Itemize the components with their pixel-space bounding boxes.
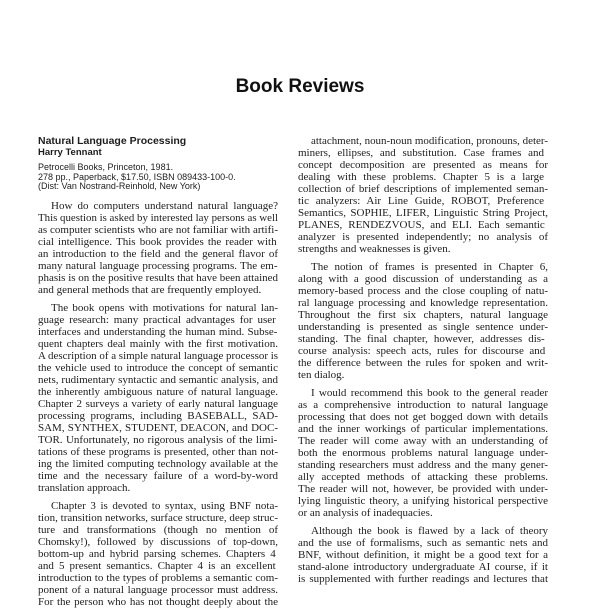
text-line xyxy=(298,537,548,549)
text-line-content: tic analyzers: Air Line Guide, ROBOT, Preference xyxy=(298,195,545,207)
text-line-content: attachment, noun-noun modification, pronouns, deter- xyxy=(311,135,548,147)
text-line xyxy=(38,398,278,410)
publisher-info: Petrocelli Books, Princeton, 1981. xyxy=(38,162,174,172)
paragraph xyxy=(38,200,278,296)
text-line xyxy=(298,387,548,399)
text-line xyxy=(298,261,548,273)
text-line-content: understanding is presented as single sentence under- xyxy=(298,321,548,333)
text-line xyxy=(298,525,548,537)
price-isbn-info: 278 pp., Paperback, $17.50, ISBN 089433-100-0. xyxy=(38,171,236,182)
text-line xyxy=(38,458,278,470)
text-line-content: A description of a simple natural language processor is xyxy=(38,349,278,362)
text-line-content: bottom-up and hybrid parsing schemes. Chapters 4 xyxy=(38,547,276,560)
text-line-content: both the enormous problems natural language under- xyxy=(298,447,548,459)
text-line xyxy=(298,297,548,309)
text-line xyxy=(298,447,548,459)
text-line xyxy=(38,386,278,398)
text-line xyxy=(38,596,278,608)
text-line-content: collection of brief descriptions of implemented seman- xyxy=(298,183,548,195)
text-line-content: strengths and weaknesses is given. xyxy=(298,243,451,255)
text-line-content: guage research: many practical advantages for user xyxy=(38,313,276,326)
text-line-content: and the use of formalisms, such as semantic nets and xyxy=(298,537,548,549)
text-line-content: SAM, SYNTHEX, STUDENT, DEACON, and DOC- xyxy=(38,421,278,434)
text-line-content: Chomsky!), followed by discussions of top-down, xyxy=(38,535,278,548)
text-line-content: For the person who has not thought deeply about the xyxy=(38,595,278,608)
text-line xyxy=(298,321,548,333)
text-line-content: BNF, without definition, it might be a good text for a xyxy=(298,549,548,561)
text-line-content: standing. The final chapter, however, addresses dis- xyxy=(298,333,545,345)
text-line xyxy=(38,236,278,248)
text-line xyxy=(298,231,548,243)
text-line xyxy=(38,470,278,482)
text-line xyxy=(298,459,548,471)
paragraph xyxy=(298,387,548,519)
text-line xyxy=(38,584,278,596)
text-line-content: ponent of a natural language processor must address. xyxy=(38,583,278,596)
text-line xyxy=(298,147,548,159)
book-title: Natural Language Processing xyxy=(38,135,187,147)
text-line xyxy=(298,369,548,381)
text-line-content: tion, transition networks, surface structure, deep struc- xyxy=(38,511,278,524)
text-line-content: course analysis: speech acts, rules for discourse and xyxy=(298,345,546,357)
text-line xyxy=(38,338,278,350)
text-line-content: introduction to the types of problems a semantic com- xyxy=(38,571,278,584)
text-line-content: or an analysis of inadequacies. xyxy=(298,507,433,519)
text-line xyxy=(38,248,278,260)
text-line-content: concept decomposition are presented as means for xyxy=(298,159,548,171)
text-line xyxy=(298,483,548,495)
text-line-content: How do computers understand natural language? xyxy=(51,199,278,212)
text-line-content: stand-alone introductory undergraduate AI course, if it xyxy=(298,561,548,573)
left-column xyxy=(38,135,278,614)
text-line xyxy=(298,333,548,345)
text-line-content: Throughout the first six chapters, natural language xyxy=(298,309,548,321)
text-line xyxy=(298,435,548,447)
text-line-content: translation approach. xyxy=(38,481,131,494)
text-line-content: ally accepted methods of attacking these problems. xyxy=(298,471,548,483)
text-line-content: Semantics, SOPHIE, LIFER, Linguistic String Project, xyxy=(298,207,548,219)
text-line-content: ture and transformations (though no mention of xyxy=(38,523,278,536)
distributor-info: (Dist: Van Nostrand-Reinhold, New York) xyxy=(38,181,201,191)
text-line-content: interfaces and understanding the human mind. Subse- xyxy=(38,325,278,338)
text-line xyxy=(38,434,278,446)
text-line xyxy=(38,500,278,512)
text-line-content: cial intelligence. This book provides the reader with xyxy=(38,235,277,248)
text-line xyxy=(38,512,278,524)
text-line-content: The notion of frames is presented in Chapter 6, xyxy=(311,261,548,273)
text-line xyxy=(298,573,548,585)
text-line-content: Chapter 3 is devoted to syntax, using BNF nota- xyxy=(51,499,278,512)
text-line xyxy=(298,411,548,423)
text-line-content: TOR. Unfortunately, no rigorous analysis of the limi- xyxy=(38,433,278,446)
text-line xyxy=(298,549,548,561)
text-line-content: nets, rudimentary syntactic and semantic analysis, and xyxy=(38,373,278,386)
paragraph xyxy=(298,135,548,255)
text-line xyxy=(38,314,278,326)
text-line xyxy=(298,285,548,297)
text-line xyxy=(38,362,278,374)
text-line-content: as computer scientists who are not familiar with artifi- xyxy=(38,223,278,236)
text-line-content: analyzer is presented independently; no analysis of xyxy=(298,231,548,243)
text-line xyxy=(38,446,278,458)
left-column-body xyxy=(38,200,278,608)
text-line-content: standing researchers must address and the many gener- xyxy=(298,459,548,471)
text-line xyxy=(38,272,278,284)
text-line xyxy=(38,536,278,548)
text-line-content: the inherently ambiguous nature of natural language. xyxy=(38,385,278,398)
text-line xyxy=(298,183,548,195)
text-line-content: The reader will come away with an understanding of xyxy=(298,435,548,447)
text-line xyxy=(38,482,278,494)
text-line xyxy=(38,200,278,212)
text-line xyxy=(298,561,548,573)
text-line xyxy=(298,135,548,147)
text-line-content: the vehicle used to introduce the concept of semantic xyxy=(38,361,278,374)
text-line-content: and 5 present semantics. Chapter 4 is an excellent xyxy=(38,559,276,572)
text-line xyxy=(38,374,278,386)
text-line-content: processing that does not get bogged down with details xyxy=(298,411,548,423)
text-line xyxy=(38,524,278,536)
paragraph xyxy=(38,302,278,494)
text-line xyxy=(298,207,548,219)
text-line xyxy=(38,260,278,272)
text-line-content: This question is asked by interested lay persons as well xyxy=(38,211,278,224)
text-line xyxy=(298,399,548,411)
text-line-content: as a comprehensive introduction to natural language xyxy=(298,399,548,411)
text-line-content: lying linguistic theory, a unifying historical perspective xyxy=(298,495,548,507)
right-column xyxy=(298,135,548,591)
text-line xyxy=(298,243,548,255)
text-line xyxy=(298,345,548,357)
text-line xyxy=(38,572,278,584)
text-line-content: quent chapters deal mainly with the first motivation. xyxy=(38,337,278,350)
text-line xyxy=(298,495,548,507)
text-line xyxy=(38,284,278,296)
text-line-content: Although the book is flawed by a lack of theory xyxy=(311,525,548,537)
text-line xyxy=(298,471,548,483)
text-line-content: memory-based process and the close coupling of natu- xyxy=(298,285,548,297)
paragraph xyxy=(298,261,548,381)
book-author: Harry Tennant xyxy=(38,147,102,158)
text-line xyxy=(38,326,278,338)
text-line-content: and general methods that are frequently employed. xyxy=(38,283,262,296)
text-line-content: ral language processing and knowledge representation. xyxy=(298,297,548,309)
text-line xyxy=(38,212,278,224)
text-line-content: Chapter 2 surveys a variety of early natural language xyxy=(38,397,278,410)
text-line xyxy=(298,195,548,207)
text-line-content: processing programs, including BASEBALL, SAD- xyxy=(38,409,278,422)
text-line xyxy=(298,171,548,183)
text-line xyxy=(298,219,548,231)
text-line xyxy=(298,357,548,369)
text-line xyxy=(38,410,278,422)
text-line-content: PLANES, RENDEZVOUS, and ELI. Each semantic xyxy=(298,219,545,231)
text-line-content: ing the limited computing technology available at the xyxy=(38,457,278,470)
text-line-content: many natural language processing programs. The em- xyxy=(38,259,278,272)
text-line xyxy=(38,350,278,362)
text-line xyxy=(298,423,548,435)
text-line-content: dealing with these problems. Chapter 5 is a large xyxy=(298,171,545,183)
text-line xyxy=(38,302,278,314)
paragraph xyxy=(38,500,278,608)
text-line-content: and the inner workings of particular implementations. xyxy=(298,423,548,435)
text-line xyxy=(298,507,548,519)
review-header xyxy=(38,135,278,192)
text-line-content: ten dialog. xyxy=(298,369,345,381)
text-line xyxy=(298,159,548,171)
text-line-content: The reader will not, however, be provided with under- xyxy=(298,483,548,495)
text-line-content: an introduction to the field and the general flavor of xyxy=(38,247,278,260)
text-line-content: is supplemented with further readings and lectures that xyxy=(298,573,548,585)
text-line xyxy=(38,560,278,572)
text-line-content: I would recommend this book to the general reader xyxy=(311,387,548,399)
text-line-content: The book opens with motivations for natural lan- xyxy=(51,301,278,314)
page-title: Book Reviews xyxy=(235,76,365,97)
text-line-content: phasis is on the positive results that have been attained xyxy=(38,271,278,284)
text-line xyxy=(38,422,278,434)
text-line xyxy=(38,224,278,236)
right-column-body xyxy=(298,135,548,585)
text-line-content: along with a good discussion of understanding as a xyxy=(298,273,548,285)
text-line-content: miners, ellipses, and substitution. Case frames and xyxy=(298,147,545,159)
text-line xyxy=(298,273,548,285)
text-line-content: time and the necessary failure of a word-by-word xyxy=(38,469,278,482)
text-line-content: tations of these programs is presented, other than not- xyxy=(38,445,278,458)
text-line xyxy=(38,548,278,560)
paragraph xyxy=(298,525,548,585)
text-line xyxy=(298,309,548,321)
text-line-content: the difference between the rules for spoken and writ- xyxy=(298,357,548,369)
